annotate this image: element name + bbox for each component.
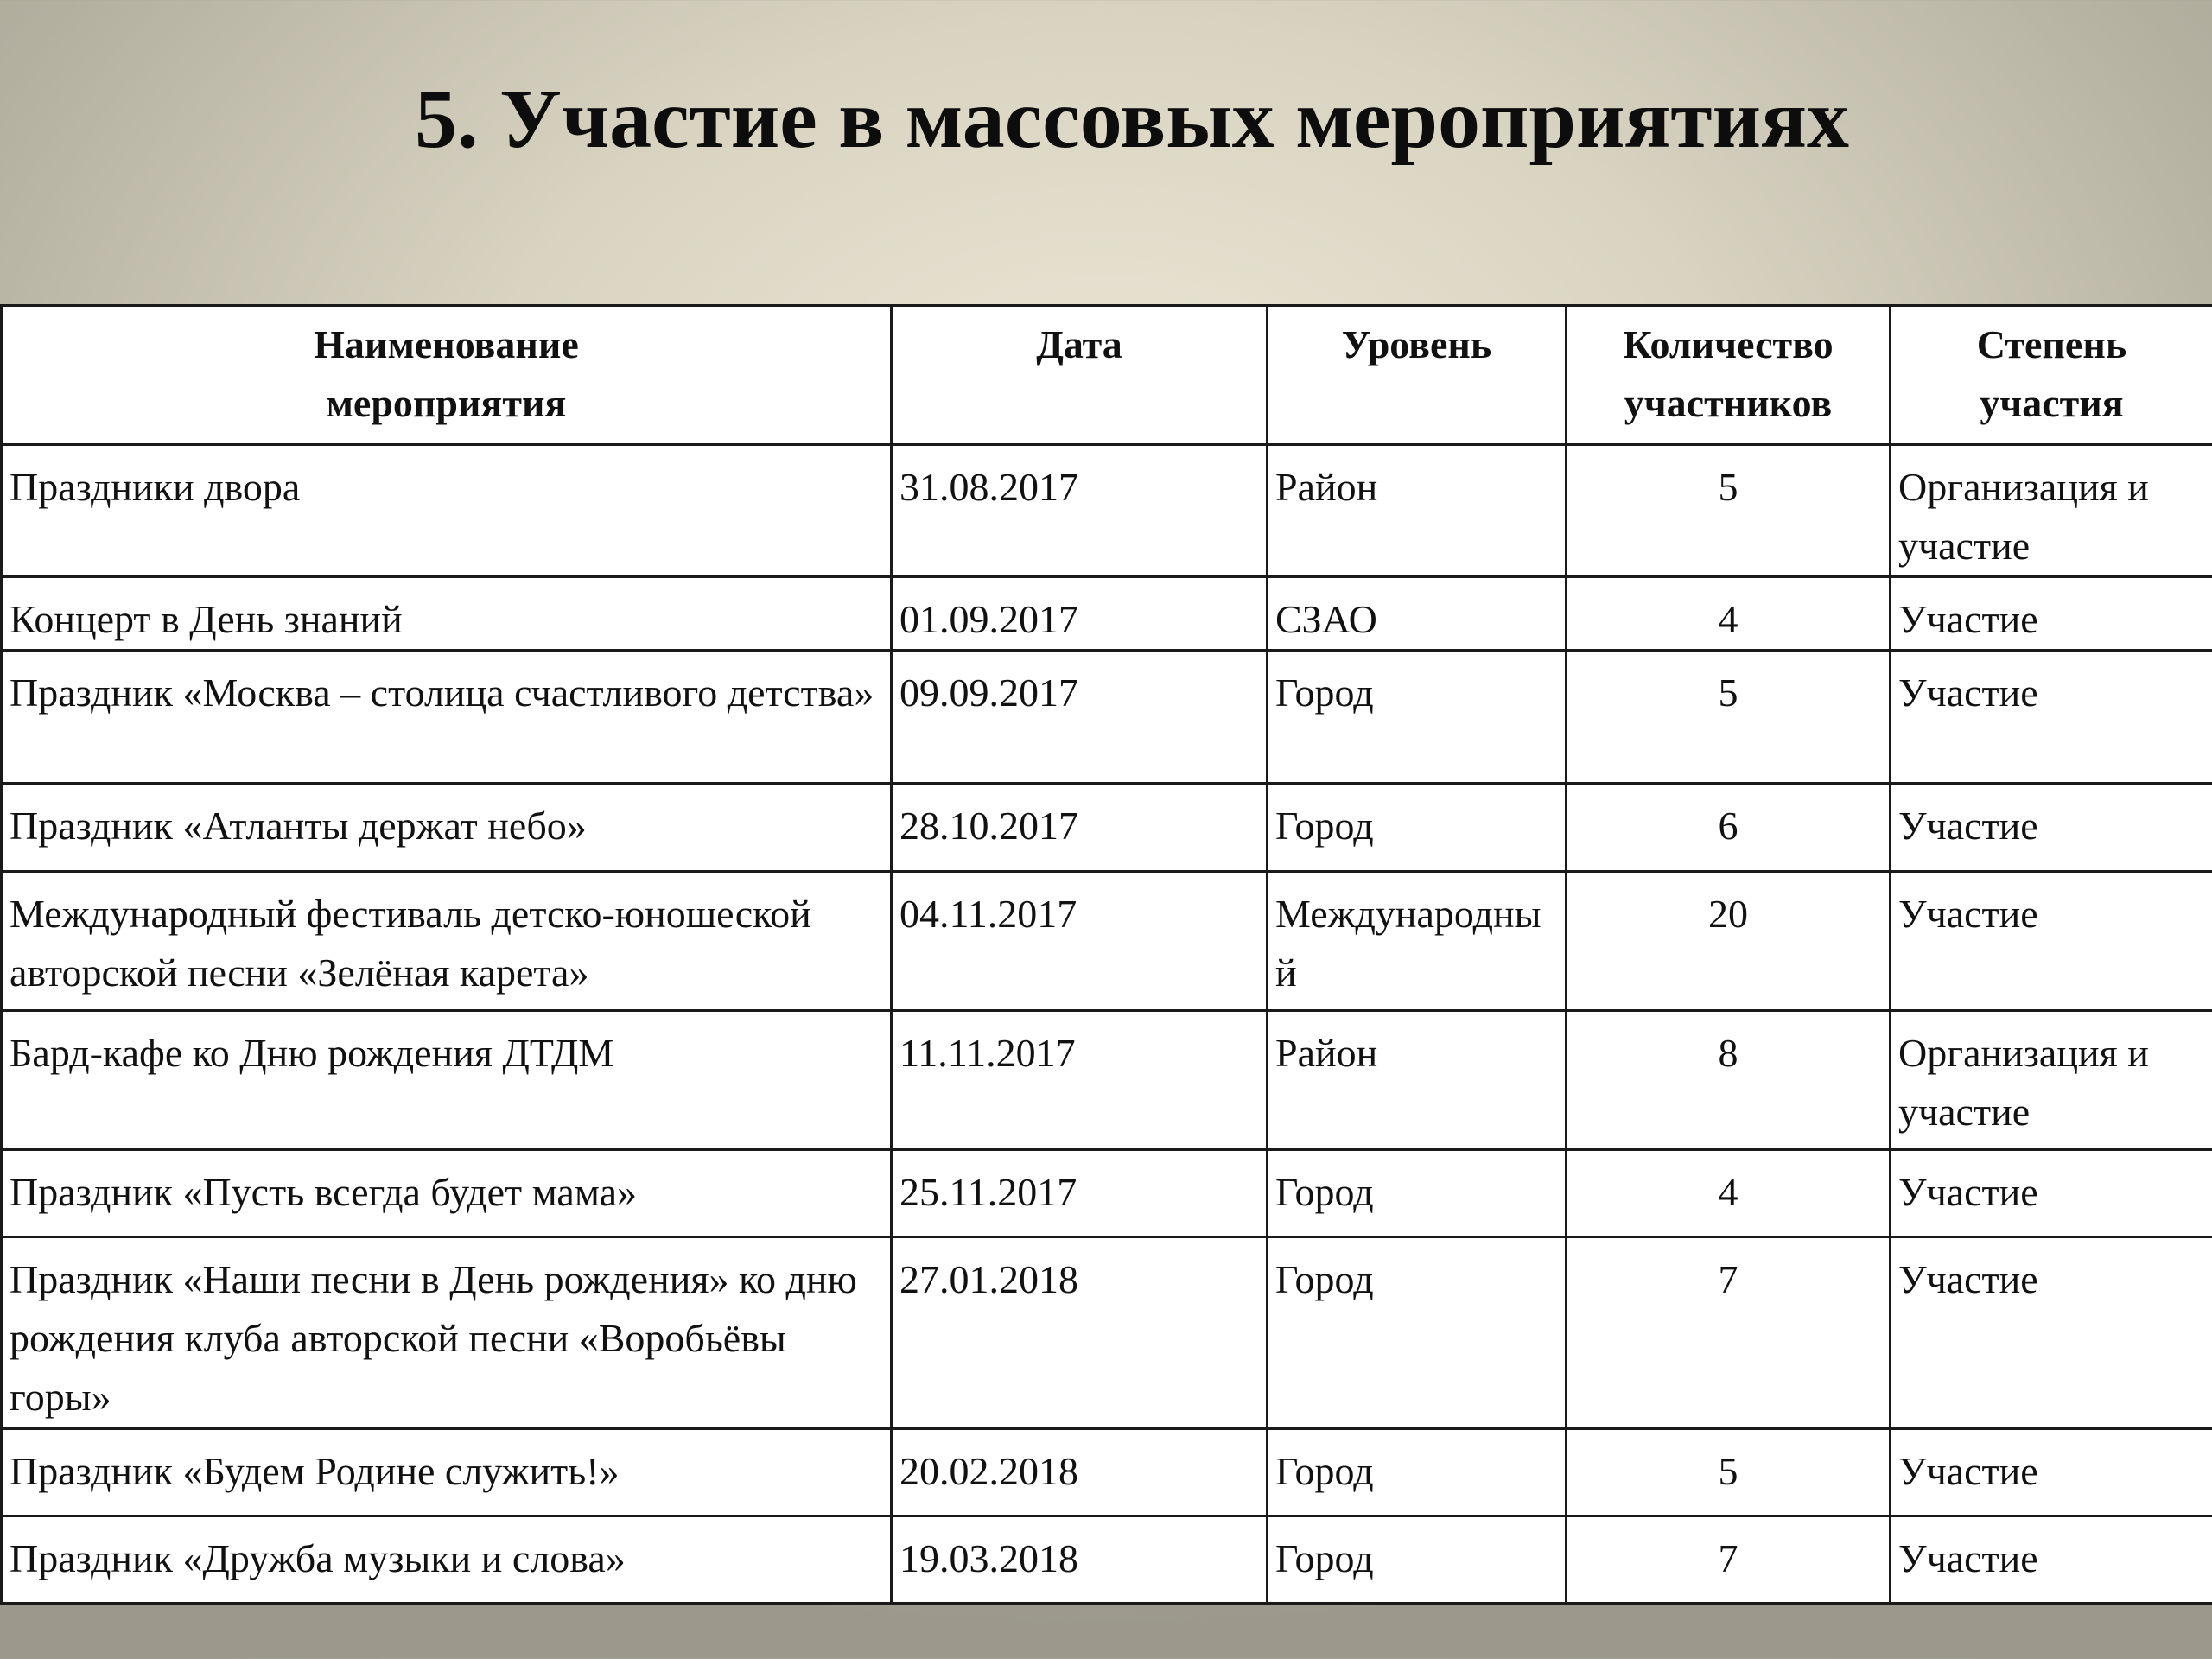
header-participant-count-line-2: участников — [1624, 381, 1833, 425]
table-row — [2, 1516, 2212, 1604]
event-level-cell: Город — [1268, 1516, 1567, 1604]
table-row — [2, 577, 2212, 651]
header-participation-role-line-1: Степень — [1976, 322, 2127, 366]
event-name-cell: Праздник «Атланты держат небо» — [2, 784, 892, 872]
event-name-cell: Праздники двора — [2, 445, 892, 577]
participation-role-cell: Участие — [1891, 1429, 2212, 1516]
header-date — [892, 306, 1268, 445]
table-row — [2, 1150, 2212, 1237]
header-event-name-line-2: мероприятия — [326, 381, 567, 425]
event-date-cell: 01.09.2017 — [892, 577, 1268, 651]
event-level-cell: Город — [1268, 784, 1567, 872]
event-date-cell: 19.03.2018 — [892, 1516, 1268, 1604]
event-level-cell: Район — [1268, 1011, 1567, 1150]
event-level-cell: Район — [1268, 445, 1567, 577]
participant-count-cell: 4 — [1567, 1150, 1891, 1237]
event-name-cell: Праздник «Пусть всегда будет мама» — [2, 1150, 892, 1237]
participation-role-cell: Участие — [1891, 577, 2212, 651]
participant-count-cell: 7 — [1567, 1237, 1891, 1429]
participant-count-cell: 5 — [1567, 651, 1891, 784]
event-date-cell: 04.11.2017 — [892, 872, 1268, 1011]
participant-count-cell: 6 — [1567, 784, 1891, 872]
participation-role-cell: Участие — [1891, 1150, 2212, 1237]
table-row — [2, 784, 2212, 872]
event-name-cell: Праздник «Наши песни в День рождения» ко дню рождения клуба авторской песни «Воробьёвы горы» — [2, 1237, 892, 1429]
event-name-cell: Бард-кафе ко Дню рождения ДТДМ — [2, 1011, 892, 1150]
header-participant-count — [1567, 306, 1891, 445]
event-date-cell: 09.09.2017 — [892, 651, 1268, 784]
event-date-cell: 25.11.2017 — [892, 1150, 1268, 1237]
event-date-cell: 31.08.2017 — [892, 445, 1268, 577]
event-level-cell: Город — [1268, 1150, 1567, 1237]
event-name-cell: Международный фестиваль детско-юношеской авторской песни «Зелёная карета» — [2, 872, 892, 1011]
header-event-name-line-1: Наименование — [314, 322, 579, 366]
event-date-cell: 28.10.2017 — [892, 784, 1268, 872]
participant-count-cell: 4 — [1567, 577, 1891, 651]
table-row — [2, 1237, 2212, 1429]
event-name-cell: Праздник «Москва – столица счастливого детства» — [2, 651, 892, 784]
event-name-cell: Праздник «Будем Родине служить!» — [2, 1429, 892, 1516]
participation-role-cell: Участие — [1891, 784, 2212, 872]
participant-count-cell: 20 — [1567, 872, 1891, 1011]
header-date-line-1: Дата — [1036, 322, 1122, 366]
participation-role-cell: Участие — [1891, 872, 2212, 1011]
participation-role-cell: Участие — [1891, 1237, 2212, 1429]
participant-count-cell: 5 — [1567, 445, 1891, 577]
participant-count-cell: 5 — [1567, 1429, 1891, 1516]
event-date-cell: 27.01.2018 — [892, 1237, 1268, 1429]
participation-role-cell: Организация и участие — [1891, 445, 2212, 577]
header-participation-role — [1891, 306, 2212, 445]
table-header-row — [2, 306, 2212, 445]
participation-role-cell: Организация и участие — [1891, 1011, 2212, 1150]
participant-count-cell: 7 — [1567, 1516, 1891, 1604]
slide-title: 5. Участие в массовых мероприятиях — [414, 73, 1850, 166]
header-level — [1268, 306, 1567, 445]
participant-count-cell: 8 — [1567, 1011, 1891, 1150]
header-event-name — [2, 306, 892, 445]
table-row — [2, 651, 2212, 784]
events-table — [0, 304, 2212, 1605]
event-name-cell: Праздник «Дружба музыки и слова» — [2, 1516, 892, 1604]
table-row — [2, 1429, 2212, 1516]
participation-role-cell: Участие — [1891, 651, 2212, 784]
event-level-cell: СЗАО — [1268, 577, 1567, 651]
event-level-cell: Город — [1268, 651, 1567, 784]
event-level-cell: Город — [1268, 1237, 1567, 1429]
table-row — [2, 872, 2212, 1011]
event-level-cell: Международный — [1268, 872, 1567, 1011]
participation-role-cell: Участие — [1891, 1516, 2212, 1604]
header-participant-count-line-1: Количество — [1623, 322, 1834, 366]
table-row — [2, 1011, 2212, 1150]
event-level-cell: Город — [1268, 1429, 1567, 1516]
table-row — [2, 445, 2212, 577]
header-participation-role-line-2: участия — [1980, 381, 2124, 425]
event-name-cell: Концерт в День знаний — [2, 577, 892, 651]
event-date-cell: 11.11.2017 — [892, 1011, 1268, 1150]
event-date-cell: 20.02.2018 — [892, 1429, 1268, 1516]
header-level-line-1: Уровень — [1341, 322, 1492, 366]
